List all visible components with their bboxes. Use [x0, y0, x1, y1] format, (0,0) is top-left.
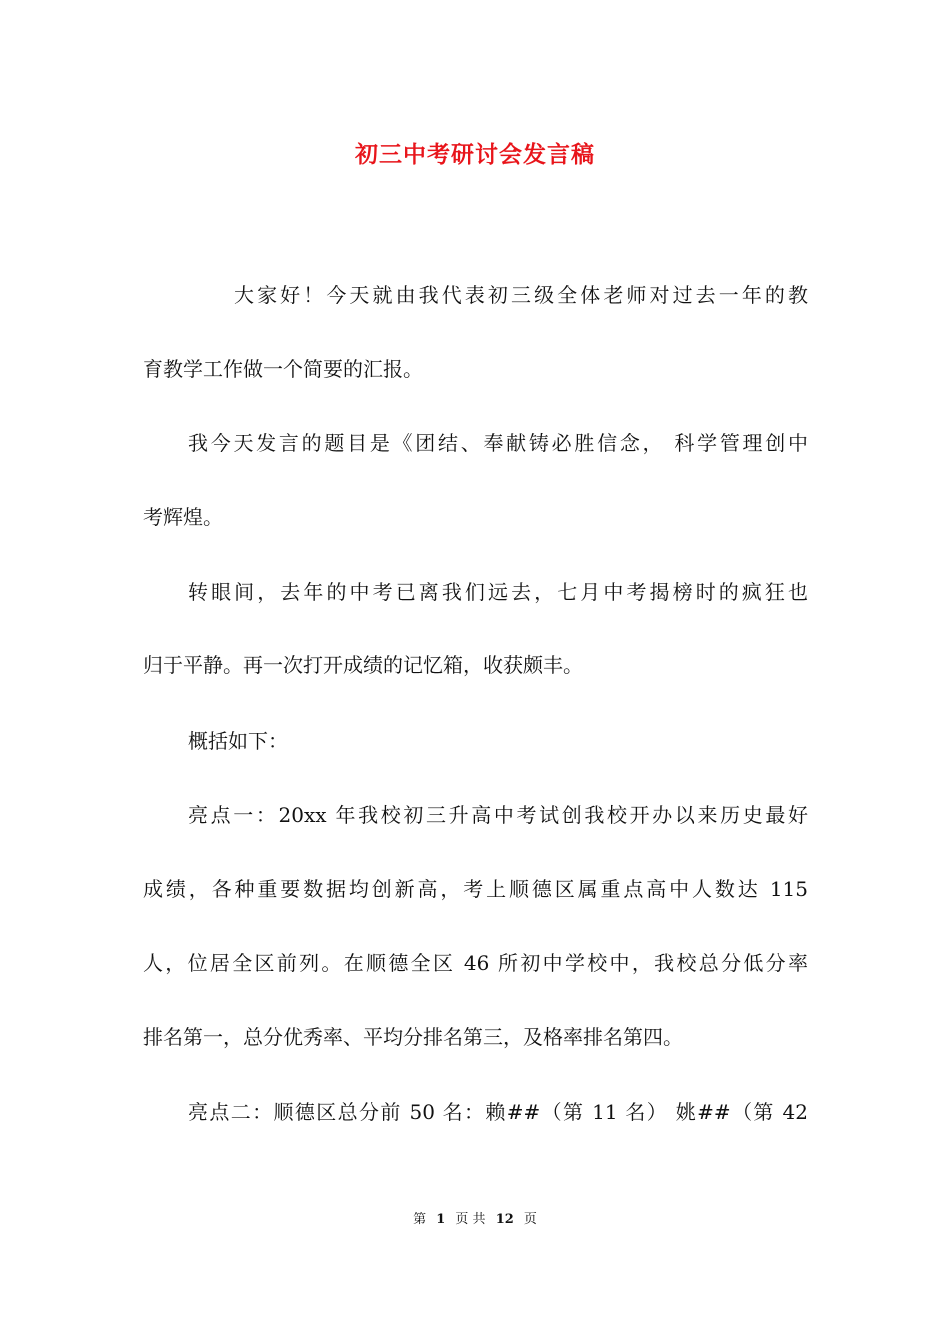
- paragraph-line: 亮点一：20xx 年我校初三升高中考试创我校开办以来历史最好: [188, 803, 808, 827]
- paragraph-line: 考辉煌。: [143, 505, 223, 529]
- paragraph-line: 归于平静。再一次打开成绩的记忆箱，收获颇丰。: [143, 653, 583, 677]
- paragraph-line: 我今天发言的题目是《团结、奉献铸必胜信念， 科学管理创中: [188, 431, 808, 455]
- paragraph-line: 概括如下：: [188, 729, 288, 753]
- footer-prefix: 第: [413, 1212, 427, 1227]
- paragraph-line: 亮点二：顺德区总分前 50 名：赖##（第 11 名） 姚##（第 42: [188, 1100, 808, 1124]
- page-footer: [0, 1208, 950, 1227]
- document-title: 初三中考研讨会发言稿: [355, 141, 595, 168]
- paragraph-line: 成绩，各种重要数据均创新高，考上顺德区属重点高中人数达 115: [143, 877, 808, 901]
- paragraph-line: 转眼间，去年的中考已离我们远去，七月中考揭榜时的疯狂也: [188, 580, 808, 604]
- footer-total-pages: 12: [495, 1212, 514, 1227]
- paragraph-line: 大家好！今天就由我代表初三级全体老师对过去一年的教: [234, 283, 808, 307]
- footer-current-page: 1: [436, 1212, 446, 1227]
- paragraph-line: 排名第一，总分优秀率、平均分排名第三，及格率排名第四。: [143, 1025, 683, 1049]
- paragraph-line: 育教学工作做一个简要的汇报。: [143, 357, 423, 381]
- paragraph-line: 人，位居全区前列。在顺德全区 46 所初中学校中，我校总分低分率: [143, 951, 808, 975]
- footer-suffix: 页: [523, 1212, 537, 1227]
- footer-mid: 页 共: [455, 1212, 486, 1227]
